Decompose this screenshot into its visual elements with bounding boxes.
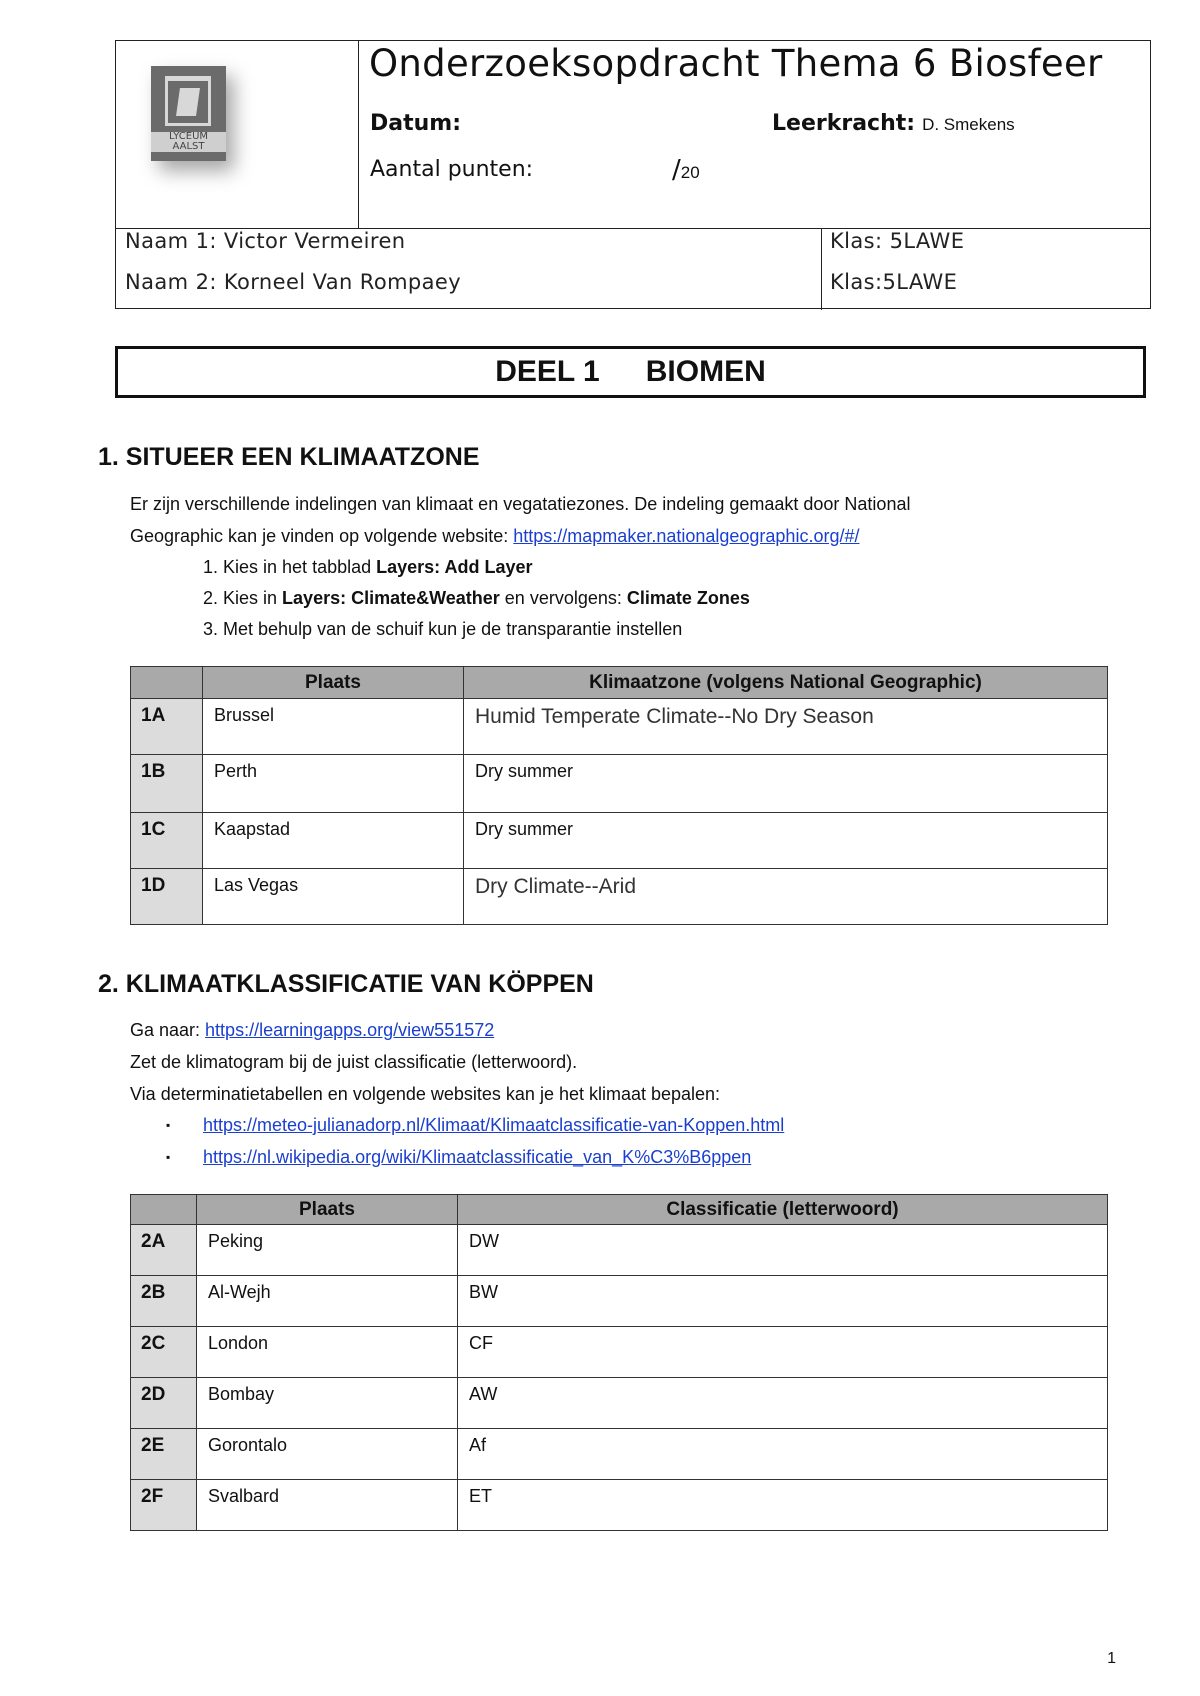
section1-heading: 1. SITUEER EEN KLIMAATZONE <box>98 443 480 471</box>
step-2: 2. Kies in Layers: Climate&Weather en vervolgens: Climate Zones <box>203 588 750 608</box>
datum-label: Datum: <box>370 111 462 136</box>
table-row: 1D Las Vegas Dry Climate--Arid <box>131 869 1108 925</box>
klas-1: Klas: 5LAWE <box>830 229 965 253</box>
learningapps-link[interactable]: https://learningapps.org/view551572 <box>205 1020 495 1040</box>
table-header-row <box>131 667 1108 699</box>
step-1: 1. Kies in het tabblad Layers: Add Layer <box>203 557 533 577</box>
naam-2: Naam 2: Korneel Van Rompaey <box>125 270 462 294</box>
section1-intro-1: Er zijn verschillende indelingen van klimaat en vegatatiezones. De indeling gemaakt door National <box>130 494 911 514</box>
section2-line-2: Zet de klimatogram bij de juist classificatie (letterwoord). <box>130 1052 578 1072</box>
leerkracht-value: D. Smekens <box>922 115 1015 134</box>
answer-cell[interactable]: Dry summer <box>464 813 1108 869</box>
table-row: 2E Gorontalo Af <box>131 1429 1108 1480</box>
table-row: 2D Bombay AW <box>131 1378 1108 1429</box>
answer-cell[interactable]: CF <box>458 1327 1108 1378</box>
answer-cell[interactable]: Af <box>458 1429 1108 1480</box>
column-header-plaats: Plaats <box>197 1195 458 1225</box>
school-logo <box>151 66 226 161</box>
step-3: 3. Met behulp van de schuif kun je de transparantie instellen <box>203 619 683 639</box>
deel-banner: DEEL 1 BIOMEN <box>115 346 1146 398</box>
bullet-icon: ▪ <box>166 1150 171 1164</box>
table-row: 2A Peking DW <box>131 1225 1108 1276</box>
table-row: 2F Svalbard ET <box>131 1480 1108 1531</box>
section2-heading: 2. KLIMAATKLASSIFICATIE VAN KÖPPEN <box>98 970 594 998</box>
section2-ga-naar: Ga naar: https://learningapps.org/view551572 <box>130 1020 495 1040</box>
leerkracht-field: Leerkracht: D. Smekens <box>772 111 1015 136</box>
klas-2: Klas:5LAWE <box>830 270 958 294</box>
column-header-classificatie: Classificatie (letterwoord) <box>458 1195 1108 1225</box>
answer-cell[interactable]: BW <box>458 1276 1108 1327</box>
answer-cell[interactable]: Dry Climate--Arid <box>464 869 1108 925</box>
answer-cell[interactable]: Humid Temperate Climate--No Dry Season <box>464 699 1108 755</box>
punten-label: Aantal punten: <box>370 157 534 182</box>
page-title: Onderzoeksopdracht Thema 6 Biosfeer <box>369 42 1103 85</box>
naam-1: Naam 1: Victor Vermeiren <box>125 229 406 253</box>
column-header-klimaatzone: Klimaatzone (volgens National Geographic) <box>464 667 1108 699</box>
classificatie-table <box>130 1194 1108 1531</box>
table-row: 2B Al-Wejh BW <box>131 1276 1108 1327</box>
logo-text: LYCEUM AALST <box>151 132 226 152</box>
page-number: 1 <box>1107 1650 1116 1667</box>
klimaatzone-table <box>130 666 1108 925</box>
table-header-row <box>131 1195 1108 1225</box>
koppen-link-1[interactable]: https://meteo-julianadorp.nl/Klimaat/Klimaatclassificatie-van-Koppen.html <box>203 1115 785 1135</box>
section1-intro-2: Geographic kan je vinden op volgende website: https://mapmaker.nationalgeographic.org/#/ <box>130 526 860 546</box>
answer-cell[interactable]: Dry summer <box>464 755 1108 813</box>
punten-value: /20 <box>672 155 700 185</box>
table-row: 2C London CF <box>131 1327 1108 1378</box>
bullet-icon: ▪ <box>166 1118 171 1132</box>
column-header-plaats: Plaats <box>203 667 464 699</box>
answer-cell[interactable]: DW <box>458 1225 1108 1276</box>
section2-line-3: Via determinatietabellen en volgende websites kan je het klimaat bepalen: <box>130 1084 721 1104</box>
answer-cell[interactable]: AW <box>458 1378 1108 1429</box>
koppen-link-2[interactable]: https://nl.wikipedia.org/wiki/Klimaatclassificatie_van_K%C3%B6ppen <box>203 1147 752 1167</box>
mapmaker-link[interactable]: https://mapmaker.nationalgeographic.org/#/ <box>513 526 860 546</box>
answer-cell[interactable]: ET <box>458 1480 1108 1531</box>
logo-cell <box>116 41 359 229</box>
table-row: 1C Kaapstad Dry summer <box>131 813 1108 869</box>
table-row: 1A Brussel Humid Temperate Climate--No Dry Season <box>131 699 1108 755</box>
table-row: 1B Perth Dry summer <box>131 755 1108 813</box>
